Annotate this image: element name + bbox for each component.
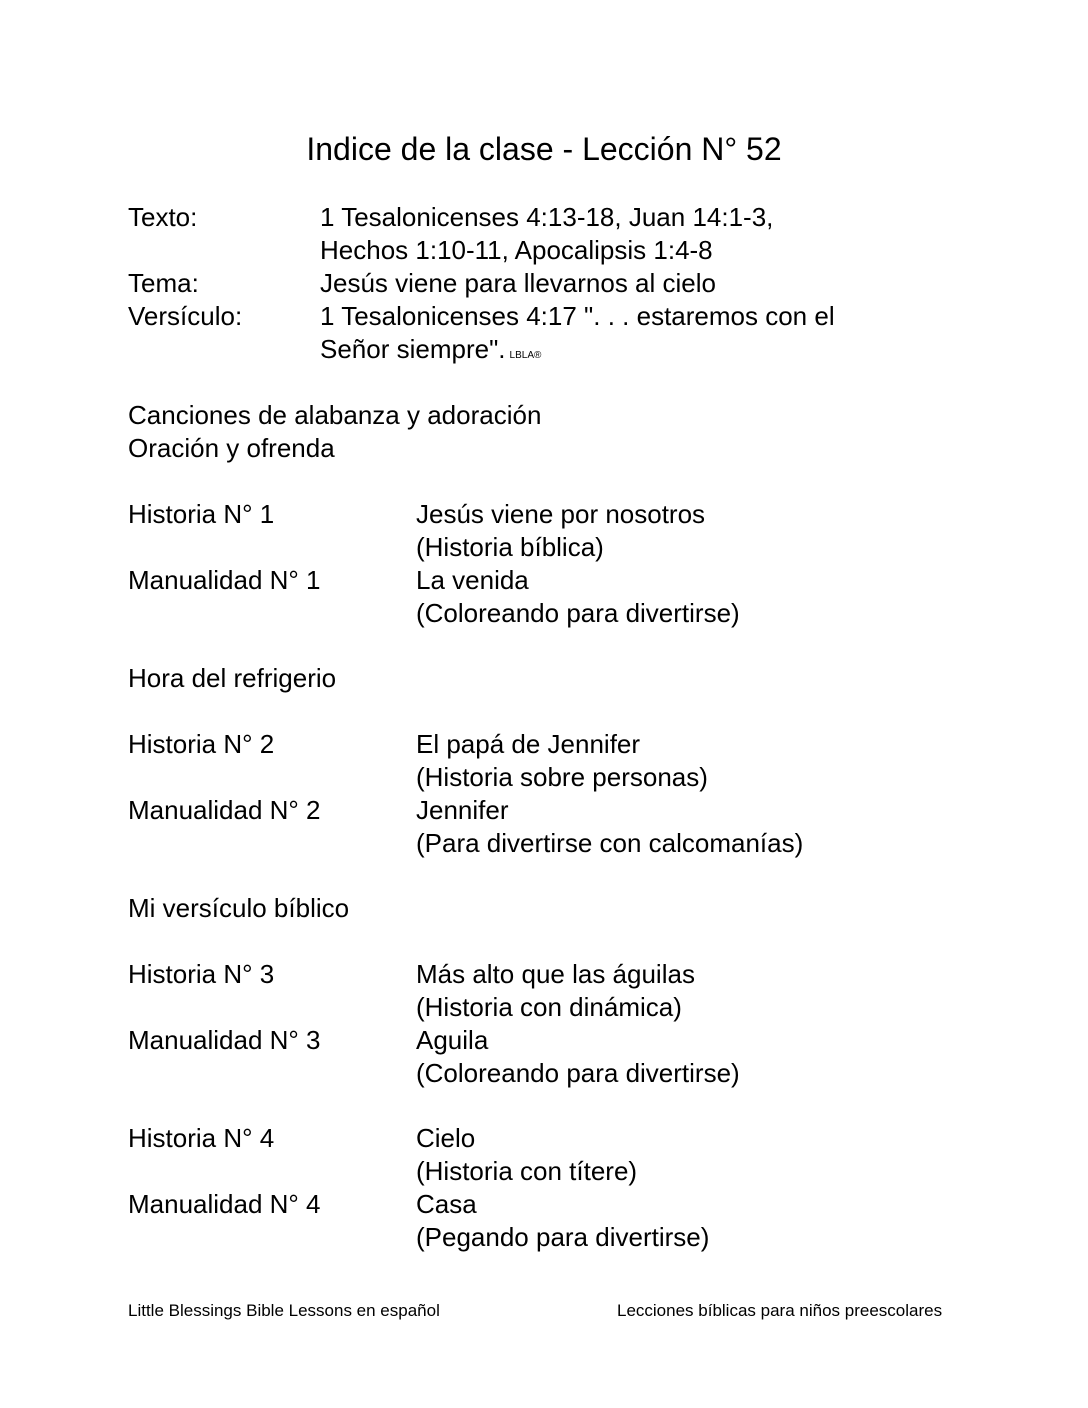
story-type: (Historia sobre personas) <box>416 762 708 792</box>
craft-type: (Para divertirse con calcomanías) <box>416 828 804 858</box>
craft-label: Manualidad N° 1 <box>128 565 321 595</box>
footer-right: Lecciones bíblicas para niños preescolares <box>617 1301 943 1320</box>
mi-versiculo-item: Mi versículo bíblico <box>128 893 350 923</box>
story-type: (Historia con títere) <box>416 1156 638 1186</box>
story-label: Historia N° 4 <box>128 1123 275 1153</box>
story-type: (Historia con dinámica) <box>416 992 682 1022</box>
craft-title: Jennifer <box>416 795 509 825</box>
texto-label: Texto: <box>128 202 198 232</box>
versiculo-source: LBLA® <box>509 350 542 361</box>
craft-title: Aguila <box>416 1025 489 1055</box>
craft-title: Casa <box>416 1189 477 1219</box>
canciones-item: Canciones de alabanza y adoración <box>128 400 542 430</box>
refrigerio-item: Hora del refrigerio <box>128 663 337 693</box>
story-type: (Historia bíblica) <box>416 532 604 562</box>
versiculo-label: Versículo: <box>128 301 243 331</box>
craft-type: (Coloreando para divertirse) <box>416 598 740 628</box>
story-label: Historia N° 3 <box>128 959 275 989</box>
versiculo-value-line2 <box>320 333 541 372</box>
craft-title: La venida <box>416 565 529 595</box>
tema-value: Jesús viene para llevarnos al cielo <box>320 268 716 298</box>
versiculo-text: Señor siempre". <box>320 334 506 364</box>
page-title: Indice de la clase - Lección N° 52 <box>306 131 782 167</box>
story-label: Historia N° 2 <box>128 729 275 759</box>
craft-label: Manualidad N° 3 <box>128 1025 321 1055</box>
story-title: Jesús viene por nosotros <box>416 499 706 529</box>
story-title: Más alto que las águilas <box>416 959 695 989</box>
story-title: El papá de Jennifer <box>416 729 641 759</box>
craft-type: (Pegando para divertirse) <box>416 1222 710 1252</box>
texto-value-line2: Hechos 1:10-11, Apocalipsis 1:4-8 <box>320 235 713 265</box>
story-label: Historia N° 1 <box>128 499 275 529</box>
versiculo-value-line1: 1 Tesalonicenses 4:17 ". . . estaremos con el <box>320 301 835 331</box>
story-title: Cielo <box>416 1123 476 1153</box>
craft-label: Manualidad N° 4 <box>128 1189 321 1219</box>
tema-label: Tema: <box>128 268 199 298</box>
craft-label: Manualidad N° 2 <box>128 795 321 825</box>
texto-value-line1: 1 Tesalonicenses 4:13-18, Juan 14:1-3, <box>320 202 774 232</box>
craft-type: (Coloreando para divertirse) <box>416 1058 740 1088</box>
oracion-item: Oración y ofrenda <box>128 433 335 463</box>
footer-left: Little Blessings Bible Lessons en español <box>128 1301 440 1320</box>
